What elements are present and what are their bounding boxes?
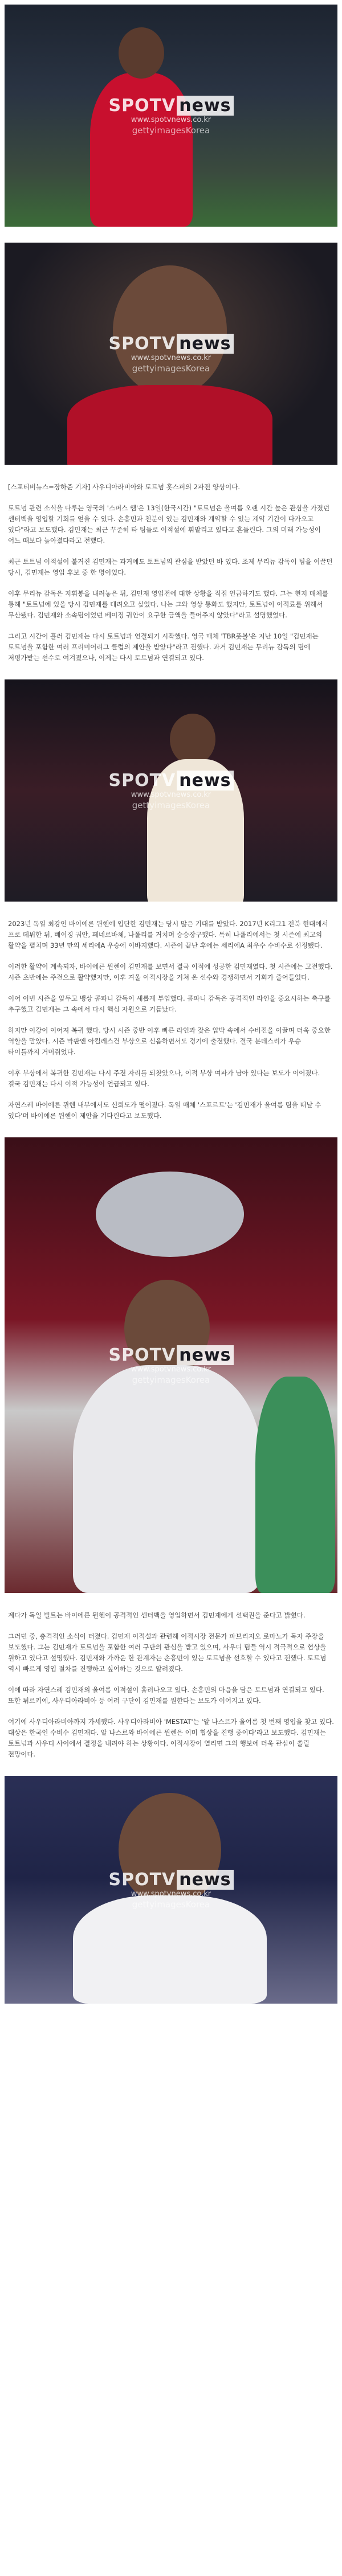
- photo-player-portrait: [5, 1776, 337, 2004]
- paragraph: 자연스레 바이에른 뮌헨 내부에서도 신뢰도가 떨어졌다. 독일 매체 '스포르트'는 '김민재가 올여름 팀을 떠날 수 있다'며 바이에른 뮌헨이 제안을 기다린다고 보도했다.: [8, 1101, 321, 1120]
- paragraph: 여기에 사우디아라비아까지 가세했다. 사우디아라비아 'MESTAT'는 '알 나스르가 올여름 첫 번째 영입을 찾고 있다. 대상은 한국인 수비수 김민재다. 알 나스르와 바이에른 뮌헨은 이미 협상을 진행 중이다'라고 보도했다. 김민재는 토트넘과 사우디 사이에서 결정을 내려야 하는 상황이다. 이적시장이 열리면 그의 행보에 더욱 관심이 쏠릴 전망이다.: [8, 1718, 334, 1758]
- paragraph: 계다가 독일 빌트는 바이에른 뮌헨이 공격적인 센터백을 영입하면서 김민재에게 선택권을 준다고 밝혔다.: [8, 1611, 306, 1619]
- paragraph: 그리고 시간이 흘러 김민재는 다시 토트넘과 연결되기 시작했다. 영국 매체 'TBR풋볼'은 지난 10일 "김민재는 토트넘을 포함한 여러 프리미어리그 클럽의 제안을 받았다"라고 전했다. 과거 김민재는 무리뉴 감독의 팀에 저평가받는 선수로 여겨졌으나, 이제는 다시 토트넘과 연결되고 있다.: [8, 632, 319, 662]
- paragraph: 이후 부상에서 복귀한 김민재는 다시 주전 자리를 되찾았으나, 이적 부상 여파가 남아 있다는 보도가 이어졌다. 결국 김민재는 다시 이적 가능성이 언급되고 있다.: [8, 1069, 320, 1088]
- watermark: SPOTV news www.spotvnews.co.kr gettyimagesKorea: [5, 334, 337, 374]
- paragraph: 이어 이번 시즌을 앞두고 뱅상 콤파니 감독이 새롭게 부임했다. 콤파니 감독은 공격적인 라인을 중요시하는 축구를 추구했고 김민재는 그 속에서 다시 핵심 자원으로 거듭났다.: [8, 994, 331, 1013]
- paragraph: 이후 무리뉴 감독은 지휘봉을 내려놓은 뒤, 김민재 영입전에 대한 상황을 직접 언급하기도 했다. 그는 현지 매체를 통해 "토트넘에 있을 당시 김민재를 데려오고 싶었다. 나는 그와 영상 통화도 했지만, 토트넘이 이적료를 위해서 무산됐다. 김민재와 소속팀이었던 베이징 궈안이 요구한 금액을 들어주지 않았다"라고 설명했었다.: [8, 589, 329, 619]
- watermark: SPOTV news www.spotvnews.co.kr gettyimagesKorea: [5, 96, 337, 136]
- paragraph: 이러한 활약이 계속되자, 바이에른 뮌헨이 김민재를 보면서 결국 이적에 성공한 김민재였다. 첫 시즌에는 고전했다. 시즌 초반에는 주전으로 활약했지만, 이후 겨울 이적시장을 거쳐 온 선수와 경쟁하면서 기회가 줄어들었다.: [8, 963, 333, 981]
- photo-trophy-celebration: [5, 1137, 337, 1593]
- photo-player-celebrating: [5, 5, 337, 227]
- watermark: SPOTV news www.spotvnews.co.kr gettyimagesKorea: [5, 1345, 337, 1385]
- paragraph: 하지만 이강이 이어져 복귀 했다. 당시 시즌 중반 이후 빠른 라인과 잦은 압박 속에서 수비진을 이끌며 더욱 중요한 역할을 맡았다. 시즌 막판엔 아킬레스건 부상으로 신음하면서도 경기에 출전했다. 결국 분데스리가 우승 타이틀까지 거머쥐었다.: [8, 1026, 331, 1056]
- photo-player-white-kit: [5, 679, 337, 902]
- watermark: SPOTV news www.spotvnews.co.kr gettyimagesKorea: [5, 1870, 337, 1910]
- article-body-section-2: [0, 919, 342, 1121]
- article-body-section-1: [0, 482, 342, 664]
- article: [0, 5, 342, 2004]
- paragraph: 이에 따라 자연스레 김민재의 올여름 이적설이 흘러나오고 있다. 손흥민의 마음을 담은 토트넘과 연결되고 있다. 또한 튀르키예, 사우디아라비아 등 여러 구단이 김민재를 원한다는 보도가 이어지고 있다.: [8, 1686, 324, 1705]
- paragraph: 그러던 중, 충격적인 소식이 터졌다. 김민재 이적설과 관련해 이적시장 전문가 파브리지오 로마노가 독자 주장을 보도했다. 그는 김민재가 토트넘을 포함한 여러 구단의 관심을 받고 있으며, 사우디 팀들 역시 적극적으로 협상을 원하고 있다고 설명했다. 김민재와 가까운 한 관계자는 손흥민이 있는 토트넘을 선호할 수 있다고 전했다. 토트넘 역시 빠르게 영입 절차를 진행하고 싶어하는 것으로 알려졌다.: [8, 1632, 327, 1673]
- article-body-section-3: [0, 1610, 342, 1760]
- paragraph: 토트넘 관련 소식을 다루는 영국의 '스퍼스 웹'은 13일(한국시간) "토트넘은 올여름 오랜 시간 높은 관심을 가졌던 센터백을 영입할 기회를 얻을 수 있다. 손흥민과 친분이 있는 김민재와 계약할 수 있는 계약 기간이 다가오고 있다"라고 보도했다. 김민재는 최근 꾸준히 타 팀들로 이적설에 휘말리고 있다고 흔들린다. 그의 미래 가능성이 어느 때보다 높아졌다라고 전했다.: [8, 504, 330, 544]
- paragraph: 2023년 독일 최강인 바이에른 뮌헨에 입단한 김민재는 당시 많은 기대를 받았다. 2017년 K리그1 전북 현대에서 프로 데뷔한 뒤, 베이징 궈안, 페네르바체, 나폴리를 거치며 승승장구했다. 특히 나폴리에서는 첫 시즌에 최고의 활약을 펼치며 33년 만의 세리에A 우승에 이바지했다. 시즌이 끝난 후에는 세리에A 최우수 수비수로 선정됐다.: [8, 920, 328, 949]
- paragraph: [스포티비뉴스=장하준 기자] 사우디아라비아와 토트넘 홋스퍼의 2파전 양상이다.: [8, 483, 240, 491]
- photo-player-closeup: [5, 243, 337, 465]
- watermark: SPOTV news www.spotvnews.co.kr gettyimagesKorea: [5, 771, 337, 810]
- paragraph: 최근 토트넘 이적설이 불거진 김민재는 과거에도 토트넘의 관심을 받았던 바 있다. 조제 무리뉴 감독이 팀을 이끌던 당시, 김민재는 영입 후보 중 한 명이었다.: [8, 558, 333, 576]
